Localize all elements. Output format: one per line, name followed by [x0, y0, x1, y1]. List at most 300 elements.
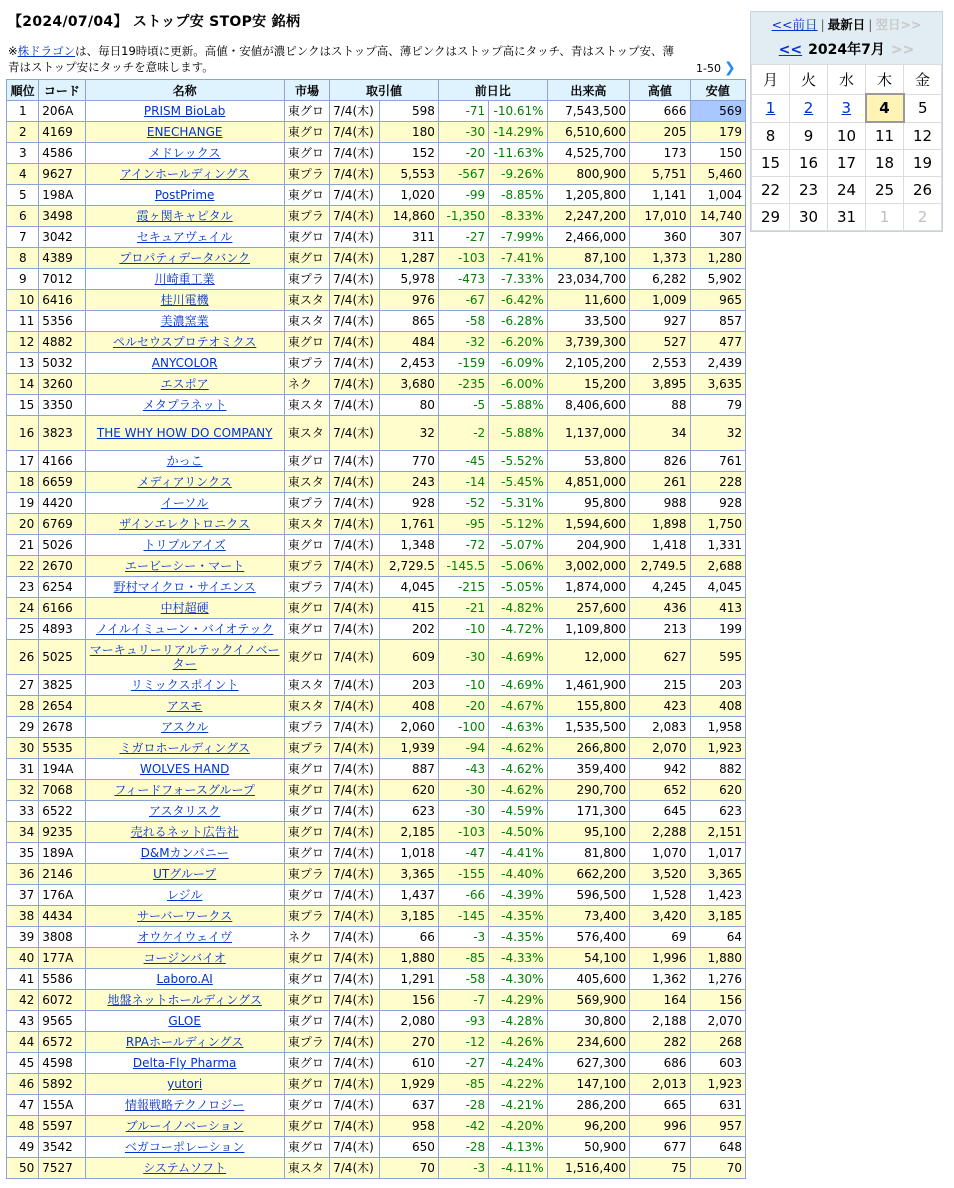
change-cell: -215: [438, 577, 488, 598]
change-pct-cell: -9.26%: [489, 164, 547, 185]
low-cell: 150: [690, 143, 745, 164]
volume-cell: 81,800: [547, 843, 630, 864]
low-cell: 5,460: [690, 164, 745, 185]
table-row: [7, 801, 746, 822]
change-cell: -85: [438, 948, 488, 969]
date-cell: 7/4(木): [330, 990, 380, 1011]
change-cell: -42: [438, 1116, 488, 1137]
rank-cell: 41: [7, 969, 39, 990]
high-cell: 1,898: [630, 514, 690, 535]
name-cell: [85, 780, 284, 801]
date-cell: 7/4(木): [330, 801, 380, 822]
table-row: [7, 227, 746, 248]
stock-name-link[interactable]: かっこ: [166, 454, 203, 468]
code-cell: 3350: [39, 395, 85, 416]
stock-name-link[interactable]: Delta-Fly Pharma: [132, 1056, 237, 1070]
code-cell: 189A: [39, 843, 85, 864]
stock-name-link[interactable]: アスクル: [161, 720, 209, 734]
code-cell: 206A: [39, 101, 85, 122]
name-cell: [85, 759, 284, 780]
stock-name-link[interactable]: メドレックス: [148, 146, 221, 160]
stock-name-link[interactable]: オウケイウェイヴ: [137, 930, 232, 944]
stock-name-link[interactable]: GLOE: [168, 1014, 201, 1028]
change-pct-cell: -4.26%: [489, 1032, 547, 1053]
next-day-disabled: 翌日>>: [875, 17, 922, 32]
market-cell: 東プラ: [284, 577, 329, 598]
code-cell: 4598: [39, 1053, 85, 1074]
code-cell: 6522: [39, 801, 85, 822]
name-cell: [85, 1011, 284, 1032]
low-cell: 2,151: [690, 822, 745, 843]
volume-cell: 290,700: [547, 780, 630, 801]
stock-name-link[interactable]: ANYCOLOR: [151, 356, 218, 370]
volume-cell: 257,600: [547, 598, 630, 619]
weekday-thu: 木: [866, 65, 904, 95]
change-pct-cell: -4.29%: [489, 990, 547, 1011]
stock-name-link[interactable]: ベガコーポレーション: [124, 1140, 245, 1154]
stock-name-link[interactable]: 霞ヶ関キャピタル: [136, 209, 233, 223]
low-cell: 965: [690, 290, 745, 311]
high-cell: 527: [630, 332, 690, 353]
stock-name-link[interactable]: レジル: [166, 888, 203, 902]
prev-day-link[interactable]: <<前日: [771, 17, 818, 32]
high-cell: 69: [630, 927, 690, 948]
rank-cell: 14: [7, 374, 39, 395]
price-cell: 623: [380, 801, 438, 822]
rank-cell: 47: [7, 1095, 39, 1116]
low-cell: 307: [690, 227, 745, 248]
low-cell: 1,280: [690, 248, 745, 269]
table-row: [7, 514, 746, 535]
high-cell: 645: [630, 801, 690, 822]
calendar-day-link[interactable]: 1: [765, 99, 776, 117]
volume-cell: 171,300: [547, 801, 630, 822]
stock-name-link[interactable]: WOLVES HAND: [139, 762, 230, 776]
rank-cell: 48: [7, 1116, 39, 1137]
stock-name-link[interactable]: メディアリンクス: [137, 475, 232, 489]
low-cell: 70: [690, 1158, 745, 1179]
code-cell: 5025: [39, 640, 85, 675]
rank-cell: 49: [7, 1137, 39, 1158]
col-volume: 出来高: [547, 80, 630, 101]
change-cell: -12: [438, 1032, 488, 1053]
volume-cell: 54,100: [547, 948, 630, 969]
change-pct-cell: -11.63%: [489, 143, 547, 164]
code-cell: 4420: [39, 493, 85, 514]
volume-cell: 204,900: [547, 535, 630, 556]
name-cell: [85, 514, 284, 535]
code-cell: 3260: [39, 374, 85, 395]
low-cell: 64: [690, 927, 745, 948]
table-row: [7, 759, 746, 780]
stock-name-link[interactable]: アインホールディングス: [119, 167, 250, 181]
stock-name-link[interactable]: トリプルアイズ: [143, 538, 226, 552]
high-cell: 2,013: [630, 1074, 690, 1095]
stock-name-link[interactable]: 売れるネット広告社: [130, 825, 239, 839]
code-cell: 9565: [39, 1011, 85, 1032]
market-cell: 東プラ: [284, 1032, 329, 1053]
low-cell: 3,185: [690, 906, 745, 927]
price-cell: 1,939: [380, 738, 438, 759]
volume-cell: 1,874,000: [547, 577, 630, 598]
table-row: [7, 311, 746, 332]
date-cell: 7/4(木): [330, 248, 380, 269]
name-cell: [85, 311, 284, 332]
stock-name-link[interactable]: yutori: [167, 1077, 203, 1091]
date-cell: 7/4(木): [330, 416, 380, 451]
market-cell: 東プラ: [284, 353, 329, 374]
stock-name-link[interactable]: ノイルイミューン・バイオテック: [95, 622, 274, 636]
low-cell: 408: [690, 696, 745, 717]
date-cell: 7/4(木): [330, 1053, 380, 1074]
change-pct-cell: -6.09%: [489, 353, 547, 374]
calendar-day-link[interactable]: 3: [841, 99, 852, 117]
price-cell: 156: [380, 990, 438, 1011]
high-cell: 1,996: [630, 948, 690, 969]
rank-cell: 11: [7, 311, 39, 332]
change-pct-cell: -4.35%: [489, 927, 547, 948]
volume-cell: 96,200: [547, 1116, 630, 1137]
stock-name-link[interactable]: 野村マイクロ・サイエンス: [113, 580, 256, 594]
price-cell: 1,437: [380, 885, 438, 906]
chevron-right-icon[interactable]: ❯: [723, 60, 736, 76]
price-cell: 3,185: [380, 906, 438, 927]
volume-cell: 2,105,200: [547, 353, 630, 374]
stock-name-link[interactable]: ザインエレクトロニクス: [119, 517, 251, 531]
calendar-day: 11: [866, 122, 904, 150]
stock-name-link[interactable]: フィードフォースグループ: [114, 783, 255, 797]
table-row: [7, 1137, 746, 1158]
change-cell: -30: [438, 801, 488, 822]
calendar-day: 30: [790, 204, 828, 231]
date-cell: 7/4(木): [330, 472, 380, 493]
change-pct-cell: -4.62%: [489, 759, 547, 780]
date-cell: 7/4(木): [330, 556, 380, 577]
date-cell: 7/4(木): [330, 143, 380, 164]
high-cell: 1,418: [630, 535, 690, 556]
volume-cell: 73,400: [547, 906, 630, 927]
market-cell: 東グロ: [284, 640, 329, 675]
high-cell: 665: [630, 1095, 690, 1116]
date-cell: 7/4(木): [330, 374, 380, 395]
stock-name-link[interactable]: ミガロホールディングス: [119, 741, 250, 755]
price-cell: 203: [380, 675, 438, 696]
price-cell: 415: [380, 598, 438, 619]
change-cell: -27: [438, 227, 488, 248]
table-row: [7, 374, 746, 395]
change-pct-cell: -5.45%: [489, 472, 547, 493]
volume-cell: 95,100: [547, 822, 630, 843]
name-cell: [85, 675, 284, 696]
change-cell: -43: [438, 759, 488, 780]
stock-name-link[interactable]: ペルセウスプロテオミクス: [113, 335, 257, 349]
change-cell: -52: [438, 493, 488, 514]
calendar-day: [752, 94, 790, 122]
date-cell: 7/4(木): [330, 1032, 380, 1053]
price-cell: 70: [380, 1158, 438, 1179]
name-cell: [85, 906, 284, 927]
code-cell: 5032: [39, 353, 85, 374]
low-cell: 413: [690, 598, 745, 619]
rank-cell: 8: [7, 248, 39, 269]
stock-name-link[interactable]: UTグループ: [153, 867, 217, 881]
prev-month-link[interactable]: <<: [778, 42, 803, 58]
kabu-dragon-link[interactable]: 株ドラゴン: [17, 44, 76, 58]
col-low: 安値: [690, 80, 745, 101]
market-cell: 東グロ: [284, 801, 329, 822]
date-cell: 7/4(木): [330, 164, 380, 185]
stock-name-link[interactable]: アスモ: [166, 699, 203, 713]
change-pct-cell: -8.33%: [489, 206, 547, 227]
high-cell: 996: [630, 1116, 690, 1137]
stock-name-link[interactable]: 情報戦略テクノロジー: [125, 1098, 245, 1112]
price-cell: 1,287: [380, 248, 438, 269]
volume-cell: 3,739,300: [547, 332, 630, 353]
table-row: [7, 619, 746, 640]
stock-name-link[interactable]: ENECHANGE: [146, 125, 223, 139]
low-cell: 179: [690, 122, 745, 143]
change-cell: -30: [438, 640, 488, 675]
table-row: [7, 780, 746, 801]
rank-cell: 44: [7, 1032, 39, 1053]
price-cell: 609: [380, 640, 438, 675]
rank-cell: 23: [7, 577, 39, 598]
table-row: [7, 493, 746, 514]
low-cell: 620: [690, 780, 745, 801]
date-cell: 7/4(木): [330, 619, 380, 640]
name-cell: [85, 1095, 284, 1116]
change-pct-cell: -5.88%: [489, 395, 547, 416]
volume-cell: 359,400: [547, 759, 630, 780]
high-cell: 666: [630, 101, 690, 122]
calendar-day: 29: [752, 204, 790, 231]
next-month-disabled: >>: [890, 42, 915, 58]
rank-cell: 43: [7, 1011, 39, 1032]
stock-name-link[interactable]: イーソル: [160, 496, 209, 510]
volume-cell: 4,851,000: [547, 472, 630, 493]
high-cell: 942: [630, 759, 690, 780]
month-nav: [751, 38, 942, 64]
rank-cell: 29: [7, 717, 39, 738]
price-cell: 1,761: [380, 514, 438, 535]
high-cell: 164: [630, 990, 690, 1011]
date-cell: 7/4(木): [330, 290, 380, 311]
volume-cell: 800,900: [547, 164, 630, 185]
market-cell: 東グロ: [284, 1116, 329, 1137]
price-cell: 2,185: [380, 822, 438, 843]
price-cell: 928: [380, 493, 438, 514]
volume-cell: 15,200: [547, 374, 630, 395]
stock-name-link[interactable]: エスポア: [160, 377, 209, 391]
high-cell: 686: [630, 1053, 690, 1074]
date-cell: 7/4(木): [330, 206, 380, 227]
low-cell: 2,439: [690, 353, 745, 374]
change-cell: -473: [438, 269, 488, 290]
desc-prefix: ※: [8, 44, 18, 58]
low-cell: 1,750: [690, 514, 745, 535]
stock-name-link[interactable]: 中村超硬: [160, 601, 209, 615]
table-header-row: [7, 80, 746, 101]
stock-name-link[interactable]: PRISM BioLab: [143, 104, 226, 118]
change-cell: -30: [438, 122, 488, 143]
table-row: [7, 738, 746, 759]
change-cell: -32: [438, 332, 488, 353]
change-pct-cell: -4.41%: [489, 843, 547, 864]
stock-name-link[interactable]: ブルーイノベーション: [125, 1119, 244, 1133]
market-cell: 東グロ: [284, 185, 329, 206]
low-cell: 603: [690, 1053, 745, 1074]
high-cell: 3,420: [630, 906, 690, 927]
name-cell: [85, 353, 284, 374]
change-cell: -10: [438, 675, 488, 696]
col-name: 名称: [85, 80, 284, 101]
code-cell: 2654: [39, 696, 85, 717]
name-cell: [85, 990, 284, 1011]
change-pct-cell: -4.69%: [489, 640, 547, 675]
change-cell: -30: [438, 780, 488, 801]
change-cell: -7: [438, 990, 488, 1011]
table-row: [7, 332, 746, 353]
date-cell: 7/4(木): [330, 227, 380, 248]
change-pct-cell: -5.06%: [489, 556, 547, 577]
low-cell: 32: [690, 416, 745, 451]
high-cell: 2,749.5: [630, 556, 690, 577]
price-cell: 1,020: [380, 185, 438, 206]
date-cell: 7/4(木): [330, 822, 380, 843]
calendar: [750, 11, 943, 232]
change-cell: -1,350: [438, 206, 488, 227]
low-cell: 268: [690, 1032, 745, 1053]
price-cell: 637: [380, 1095, 438, 1116]
date-cell: 7/4(木): [330, 122, 380, 143]
change-pct-cell: -8.85%: [489, 185, 547, 206]
name-cell: [85, 535, 284, 556]
market-cell: 東スタ: [284, 395, 329, 416]
market-cell: 東グロ: [284, 759, 329, 780]
date-cell: 7/4(木): [330, 1116, 380, 1137]
stock-name-link[interactable]: システムソフト: [143, 1161, 227, 1175]
price-cell: 311: [380, 227, 438, 248]
stock-name-link[interactable]: メタプラネット: [142, 398, 227, 412]
stock-name-link[interactable]: PostPrime: [154, 188, 215, 202]
stock-name-link[interactable]: Laboro.AI: [156, 972, 213, 986]
name-cell: [85, 948, 284, 969]
change-pct-cell: -4.21%: [489, 1095, 547, 1116]
date-cell: 7/4(木): [330, 927, 380, 948]
volume-cell: 3,002,000: [547, 556, 630, 577]
market-cell: 東グロ: [284, 535, 329, 556]
price-cell: 610: [380, 1053, 438, 1074]
stock-name-link[interactable]: リミックスポイント: [130, 678, 239, 692]
name-cell: [85, 1116, 284, 1137]
stock-name-link[interactable]: D&Mカンパニー: [140, 846, 229, 860]
change-cell: -3: [438, 1158, 488, 1179]
change-cell: -5: [438, 395, 488, 416]
volume-cell: 662,200: [547, 864, 630, 885]
change-cell: -58: [438, 311, 488, 332]
rank-cell: 3: [7, 143, 39, 164]
low-cell: 1,923: [690, 1074, 745, 1095]
name-cell: [85, 227, 284, 248]
volume-cell: 155,800: [547, 696, 630, 717]
change-cell: -3: [438, 927, 488, 948]
stock-name-link[interactable]: セキュアヴェイル: [136, 230, 233, 244]
stock-name-link[interactable]: アスタリスク: [149, 804, 221, 818]
low-cell: 1,004: [690, 185, 745, 206]
calendar-week: [752, 204, 942, 231]
table-row: [7, 395, 746, 416]
price-cell: 270: [380, 1032, 438, 1053]
low-cell: 1,276: [690, 969, 745, 990]
stock-name-link[interactable]: プロパティデータバンク: [119, 251, 250, 265]
stock-name-link[interactable]: 地盤ネットホールディングス: [107, 993, 262, 1007]
name-cell: [85, 122, 284, 143]
table-row: [7, 535, 746, 556]
low-cell: 595: [690, 640, 745, 675]
change-pct-cell: -4.20%: [489, 1116, 547, 1137]
change-pct-cell: -4.50%: [489, 822, 547, 843]
name-cell: [85, 927, 284, 948]
stock-name-link[interactable]: 桂川電機: [160, 293, 209, 307]
rank-cell: 21: [7, 535, 39, 556]
stock-name-link[interactable]: THE WHY HOW DO COMPANY: [96, 426, 273, 440]
code-cell: 198A: [39, 185, 85, 206]
name-cell: [85, 1137, 284, 1158]
stock-name-link[interactable]: 美濃窯業: [160, 314, 209, 328]
change-pct-cell: -4.67%: [489, 696, 547, 717]
name-cell: [85, 206, 284, 227]
name-cell: [85, 374, 284, 395]
change-pct-cell: -6.00%: [489, 374, 547, 395]
high-cell: 5,751: [630, 164, 690, 185]
table-row: [7, 1158, 746, 1179]
high-cell: 3,895: [630, 374, 690, 395]
rank-cell: 36: [7, 864, 39, 885]
high-cell: 360: [630, 227, 690, 248]
change-cell: -21: [438, 598, 488, 619]
low-cell: 1,880: [690, 948, 745, 969]
weekday-mon: 月: [752, 65, 790, 95]
code-cell: 7012: [39, 269, 85, 290]
date-cell: 7/4(木): [330, 311, 380, 332]
change-cell: -72: [438, 535, 488, 556]
stock-name-link[interactable]: マーキュリーリアルテックイノベーター: [89, 643, 280, 671]
price-cell: 3,680: [380, 374, 438, 395]
table-row: [7, 990, 746, 1011]
stock-name-link[interactable]: コージンバイオ: [143, 951, 226, 965]
change-cell: -28: [438, 1095, 488, 1116]
calendar-day: 23: [790, 177, 828, 204]
table-row: [7, 675, 746, 696]
stock-name-link[interactable]: 川崎重工業: [154, 272, 215, 286]
rank-cell: 20: [7, 514, 39, 535]
table-row: [7, 1011, 746, 1032]
name-cell: [85, 493, 284, 514]
calendar-day: 9: [790, 122, 828, 150]
rank-cell: 7: [7, 227, 39, 248]
stock-name-link[interactable]: エービーシー・マート: [125, 559, 245, 573]
stock-name-link[interactable]: RPAホールディングス: [125, 1035, 244, 1049]
stock-name-link[interactable]: サーバーワークス: [137, 909, 233, 923]
calendar-day: 17: [828, 150, 866, 177]
change-cell: -2: [438, 416, 488, 451]
calendar-day-link[interactable]: 2: [803, 99, 814, 117]
market-cell: 東プラ: [284, 906, 329, 927]
change-pct-cell: -5.31%: [489, 493, 547, 514]
low-cell: 957: [690, 1116, 745, 1137]
table-row: [7, 269, 746, 290]
low-cell: 79: [690, 395, 745, 416]
